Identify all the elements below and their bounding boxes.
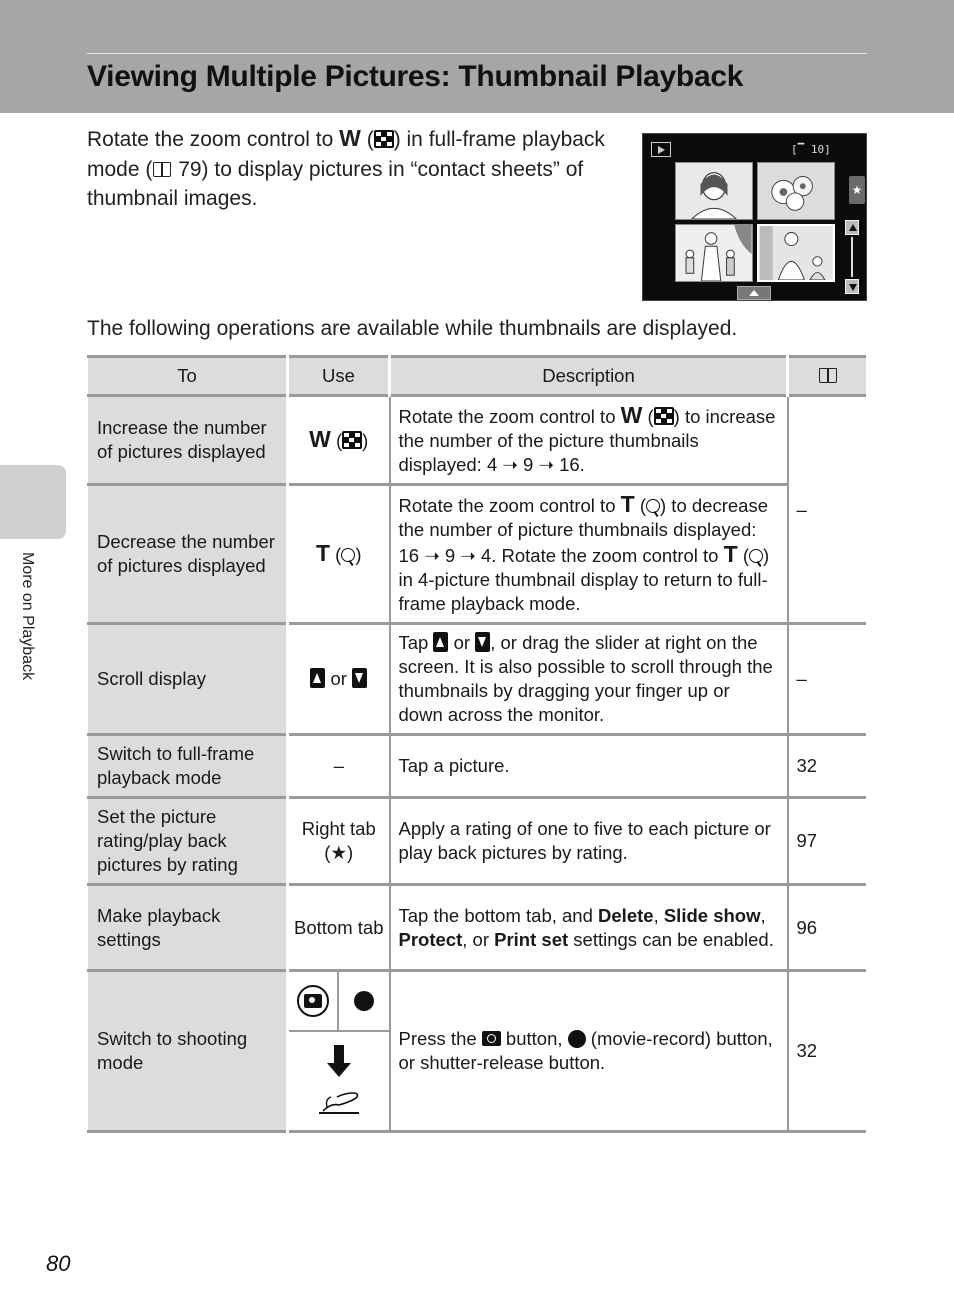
intro-paragraph: [87, 124, 617, 214]
use-text: (★): [324, 842, 354, 863]
row-to: Set the picture rating/play back pictures by rating: [88, 798, 288, 885]
shooting-mode-camera-icon: [297, 985, 329, 1017]
page-title: Viewing Multiple Pictures: Thumbnail Playback: [87, 60, 744, 93]
scroll-up-icon: [845, 220, 859, 235]
shooting-mode-button-cell: [289, 972, 339, 1032]
table-row: [88, 485, 868, 624]
header-to: To: [88, 357, 288, 396]
desc-text: , or: [462, 928, 495, 950]
row-description: Tap a picture.: [390, 735, 788, 798]
header-rule: [87, 53, 867, 54]
table-row: [88, 971, 868, 1132]
desc-text: to decrease the number of picture thumbnails displayed: 16 ➝ 9 ➝ 4. Rotate the zoom control to: [398, 495, 768, 566]
magnifier-icon: [749, 549, 763, 563]
shutter-release-cell: [289, 1032, 389, 1130]
bottom-tab-icon: [737, 286, 771, 300]
desc-text: Rotate the zoom control to: [398, 406, 621, 427]
use-text: Right tab: [301, 818, 376, 839]
row-page-ref: 96: [788, 885, 868, 971]
desc-text: Tap: [398, 632, 434, 653]
row-use: Bottom tab: [288, 885, 390, 971]
intro-text: 79) to display pictures in “contact sheets” of thumbnail images.: [87, 157, 584, 210]
desc-text: settings can be enabled.: [568, 928, 774, 950]
header-use: Use: [288, 357, 390, 396]
slide-show-option: Slide show: [663, 904, 761, 926]
table-row: [88, 624, 868, 735]
row-use: [288, 798, 390, 885]
row-description: Rotate the zoom control to T ( ) to decrease the number of picture thumbnails displayed: 16 ➝ 9 ➝ 4. Rotate the zoom control to T ( ) in 4-picture thumbnail display to return to full-frame playback mode.: [390, 485, 788, 624]
movie-record-icon: [354, 991, 374, 1011]
print-set-option: Print set: [494, 928, 569, 950]
row-use: T ( ): [288, 485, 390, 624]
header-band: [0, 0, 954, 113]
shutter-release-icon: [309, 1041, 369, 1121]
desc-text: to increase the number of the picture thumbnails displayed: 4 ➝ 9 ➝ 16.: [398, 406, 776, 475]
desc-text: or: [448, 632, 476, 653]
book-reference-icon: [152, 161, 172, 178]
thumbnail-mosaic-icon: [342, 431, 362, 449]
desc-text: Rotate the zoom control to: [398, 495, 621, 516]
zoom-t-glyph: T: [620, 491, 635, 517]
desc-text: Tap the bottom tab, and: [398, 904, 599, 926]
row-description: [390, 624, 788, 735]
row-description: Rotate the zoom control to W ( ) to increase the number of the picture thumbnails displayed: 4 ➝ 9 ➝ 16.: [390, 396, 788, 485]
operations-table: [87, 355, 869, 1133]
counter-value: 10: [810, 143, 825, 156]
desc-text: (movie-record) button, or shutter-release button.: [398, 1028, 773, 1073]
row-use: [288, 971, 390, 1132]
rating-tab-star-icon: ★: [849, 176, 865, 204]
desc-text: Press the: [398, 1028, 482, 1049]
scroll-down-icon: [475, 632, 490, 652]
intro-text: Rotate the zoom control to: [87, 128, 340, 151]
row-page-ref: 32: [788, 735, 868, 798]
zoom-w-glyph: W: [309, 426, 331, 452]
thumbnail-mother-child: [757, 224, 835, 282]
header-description: Description: [390, 357, 788, 396]
row-to: Make playback settings: [88, 885, 288, 971]
protect-option: Protect: [398, 928, 463, 950]
zoom-t-glyph: T: [315, 540, 331, 566]
scroll-slider: [851, 237, 853, 277]
desc-text: in 4-picture thumbnail display to return to full-frame playback mode.: [398, 569, 768, 614]
delete-option: Delete: [598, 904, 654, 926]
movie-record-button-cell: [339, 972, 389, 1032]
row-to: Decrease the number of pictures displayed: [88, 485, 288, 624]
row-page-ref: –: [788, 396, 868, 624]
desc-text: ,: [653, 904, 664, 926]
row-page-ref: 97: [788, 798, 868, 885]
camera-screen-illustration: [642, 133, 867, 301]
scroll-down-icon: [845, 279, 859, 294]
row-to: Increase the number of pictures displayed: [88, 396, 288, 485]
page-number: 80: [46, 1251, 71, 1276]
table-header-row: [88, 357, 868, 396]
movie-record-icon: [568, 1030, 586, 1048]
picture-counter: [▔ 10]: [791, 143, 831, 156]
or-text: or: [330, 668, 347, 689]
operations-intro: The following operations are available while thumbnails are displayed.: [87, 317, 738, 340]
row-page-ref: 32: [788, 971, 868, 1132]
magnifier-icon: [646, 499, 660, 513]
row-use: W ( ): [288, 396, 390, 485]
intro-text: (: [360, 128, 374, 151]
row-use: –: [288, 735, 390, 798]
side-tab-label: More on Playback: [19, 552, 36, 681]
row-to: Scroll display: [88, 624, 288, 735]
zoom-w-glyph: W: [620, 402, 643, 428]
zoom-w-glyph: W: [339, 125, 361, 151]
thumbnail-mosaic-icon: [654, 407, 674, 425]
magnifier-icon: [341, 548, 355, 562]
row-description: [390, 885, 788, 971]
scroll-up-icon: [433, 632, 448, 652]
row-to: Switch to shooting mode: [88, 971, 288, 1132]
camera-icon: [482, 1031, 501, 1046]
row-description: [390, 971, 788, 1132]
intro-text: ) in full-frame playback mode (: [87, 128, 605, 181]
scroll-down-icon: [352, 668, 367, 688]
book-reference-icon: [818, 367, 838, 384]
row-to: Switch to full-frame playback mode: [88, 735, 288, 798]
side-tab: [0, 465, 66, 539]
desc-text: ,: [760, 904, 766, 926]
desc-text: , or drag the slider at right on the screen. It is also possible to scroll through the thumbnails by dragging your finger up or down across the monitor.: [398, 632, 773, 725]
thumbnail-family: [675, 224, 753, 282]
zoom-t-glyph: T: [723, 541, 738, 567]
table-row: [88, 396, 868, 485]
header-page-ref: [788, 357, 868, 396]
row-page-ref: –: [788, 624, 868, 735]
thumbnail-flowers: [757, 162, 835, 220]
table-row: [88, 735, 868, 798]
table-row: [88, 798, 868, 885]
table-row: [88, 885, 868, 971]
row-use: [288, 624, 390, 735]
row-description: Apply a rating of one to five to each picture or play back pictures by rating.: [390, 798, 788, 885]
desc-text: button,: [500, 1028, 568, 1049]
thumbnail-mosaic-icon: [374, 130, 394, 148]
scroll-up-icon: [310, 668, 325, 688]
thumbnail-portrait-woman: [675, 162, 753, 220]
playback-mode-icon: [651, 142, 671, 157]
